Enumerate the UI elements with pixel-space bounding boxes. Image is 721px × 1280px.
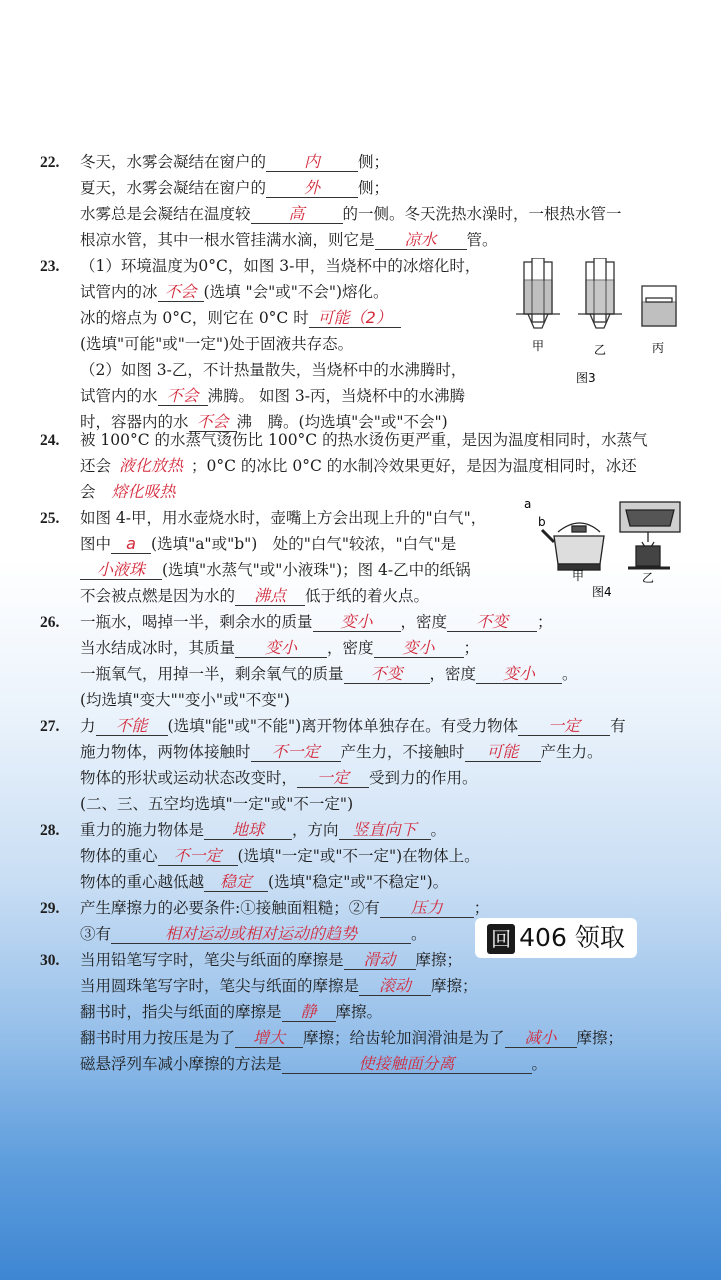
answer-blank: 沸点 bbox=[235, 586, 305, 606]
question-27 bbox=[40, 716, 59, 737]
figure-label: 乙 bbox=[642, 571, 655, 585]
answer-blank: 不一定 bbox=[158, 846, 238, 866]
answer-blank: 地球 bbox=[204, 820, 292, 840]
text-line: 一瓶水，喝掉一半，剩余水的质量 变小 ，密度 不变 ； bbox=[80, 612, 553, 631]
question-26-body bbox=[80, 612, 578, 716]
badge-text: 406 领取 bbox=[519, 923, 625, 952]
figure-4 bbox=[520, 496, 690, 606]
answer-blank: a bbox=[111, 534, 151, 554]
hui-glyph: 回 bbox=[487, 924, 515, 954]
question-24 bbox=[40, 430, 59, 451]
figure-label: 甲 bbox=[572, 569, 585, 583]
question-number: 26. bbox=[40, 614, 60, 631]
answer-text: 熔化吸热 bbox=[111, 482, 176, 501]
question-number: 27. bbox=[40, 718, 60, 735]
text-line: 物体的重心 不一定 (选填"一定"或"不一定")在物体上。 bbox=[80, 846, 480, 865]
answer-blank: 内 bbox=[266, 152, 358, 172]
question-number: 28. bbox=[40, 822, 60, 839]
question-number: 22. bbox=[40, 154, 60, 171]
question-number: 29. bbox=[40, 900, 60, 917]
answer-blank: 变小 bbox=[313, 612, 401, 632]
answer-blank: 变小 bbox=[374, 638, 464, 658]
question-23 bbox=[40, 256, 59, 277]
text-line: 如图 4-甲，用水壶烧水时，壶嘴上方会出现上升的"白气"， bbox=[80, 509, 487, 527]
text-line: 翻书时，指尖与纸面的摩擦是 静 摩擦。 bbox=[80, 1002, 383, 1021]
question-22-body bbox=[80, 152, 622, 256]
question-29 bbox=[40, 898, 59, 919]
question-26 bbox=[40, 612, 59, 633]
text-line: 当用铅笔写字时，笔尖与纸面的摩擦是 滑动 摩擦； bbox=[80, 950, 463, 969]
text-line: 物体的重心越低越 稳定 (选填"稳定"或"不稳定")。 bbox=[80, 872, 449, 891]
text-line: 夏天，水雾会凝结在窗户的 外 侧； bbox=[80, 178, 390, 197]
text-line: 翻书时用力按压是为了 增大 摩擦；给齿轮加润滑油是为了 减小 摩擦； bbox=[80, 1028, 624, 1047]
question-number: 23. bbox=[40, 258, 60, 275]
text-line: (二、三、五空均选填"一定"或"不一定") bbox=[80, 795, 354, 813]
answer-blank: 不会 bbox=[189, 412, 237, 432]
figure-label: b bbox=[538, 515, 546, 529]
text-line: (均选填"变大""变小"或"不变") bbox=[80, 691, 290, 709]
text-line: 时，容器内的水 不会 沸 腾。(均选填"会"或"不会") bbox=[80, 412, 448, 431]
text-line: （1）环境温度为0°C，如图 3-甲，当烧杯中的冰熔化时， bbox=[80, 257, 481, 275]
answer-text: 液化放热 bbox=[119, 456, 184, 475]
answer-blank: 小液珠 bbox=[80, 560, 162, 580]
text-line: （2）如图 3-乙，不计热量散失，当烧杯中的水沸腾时， bbox=[80, 361, 467, 379]
text-line: 小液珠 (选填"水蒸气"或"小液珠")；图 4-乙中的纸锅 bbox=[80, 560, 486, 586]
figure-3 bbox=[510, 258, 685, 393]
question-30-body bbox=[80, 950, 623, 1080]
text-line: 冰的熔点为 0°C，则它在 0°C 时 可能（2） bbox=[80, 308, 480, 334]
answer-blank: 滚动 bbox=[359, 976, 431, 996]
text-line: 根凉水管，其中一根水管挂满水滴，则它是 凉水 管。 bbox=[80, 230, 498, 249]
answer-blank: 一定 bbox=[518, 716, 610, 736]
answer-blank: 减小 bbox=[505, 1028, 577, 1048]
question-27-body bbox=[80, 716, 626, 820]
answer-blank: 静 bbox=[282, 1002, 336, 1022]
text-line: 重力的施力物体是 地球 ，方向 竖直向下 。 bbox=[80, 820, 447, 839]
question-23-body bbox=[80, 256, 480, 438]
reply-badge[interactable] bbox=[475, 918, 637, 958]
answer-blank: 不会 bbox=[158, 386, 208, 406]
answer-blank: 可能（2） bbox=[309, 308, 401, 328]
answer-blank: 竖直向下 bbox=[339, 820, 431, 840]
text-line: 施力物体，两物体接触时 不一定 产生力，不接触时 可能 产生力。 bbox=[80, 742, 603, 761]
text-line: 试管内的水 不会 沸腾。 如图 3-丙，当烧杯中的水沸腾 bbox=[80, 386, 465, 405]
figure-label: 甲 bbox=[532, 339, 545, 353]
answer-blank: 不变 bbox=[344, 664, 430, 684]
answer-blank: 高 bbox=[251, 204, 343, 224]
answer-blank: 变小 bbox=[235, 638, 327, 658]
answer-blank: 不会 bbox=[158, 282, 204, 302]
answer-blank: 不变 bbox=[447, 612, 537, 632]
text-line: 图中 a (选填"a"或"b") 处的"白气"较浓，"白气"是 bbox=[80, 534, 457, 553]
question-number: 30. bbox=[40, 952, 60, 969]
text-line: 水雾总是会凝结在温度较 高 的一侧。冬天洗热水澡时，一根热水管一 bbox=[80, 204, 622, 223]
answer-blank: 一定 bbox=[297, 768, 369, 788]
question-24-line3: 会 熔化吸热 bbox=[80, 482, 192, 502]
figure-caption: 图4 bbox=[592, 585, 612, 599]
figure-label: 乙 bbox=[594, 343, 607, 357]
answer-blank: 增大 bbox=[235, 1028, 303, 1048]
answer-blank: 稳定 bbox=[204, 872, 268, 892]
question-number: 25. bbox=[40, 510, 60, 527]
text-line: 当水结成冰时，其质量 变小 ，密度 变小 ； bbox=[80, 638, 480, 657]
answer-blank: 不能 bbox=[96, 716, 168, 736]
question-22 bbox=[40, 152, 59, 173]
question-25 bbox=[40, 508, 59, 529]
answer-blank: 外 bbox=[266, 178, 358, 198]
text-line: 磁悬浮列车减小摩擦的方法是 使接触面分离 。 bbox=[80, 1054, 548, 1073]
text-line: 当用圆珠笔写字时，笔尖与纸面的摩擦是 滚动 摩擦； bbox=[80, 976, 478, 995]
answer-blank: 凉水 bbox=[375, 230, 467, 250]
text-line: 试管内的冰 不会 (选填 "会"或"不会")熔化。 bbox=[80, 282, 389, 301]
answer-blank: 可能 bbox=[465, 742, 541, 762]
answer-blank: 相对运动或相对运动的趋势 bbox=[111, 924, 411, 944]
answer-blank: 压力 bbox=[380, 898, 474, 918]
question-28 bbox=[40, 820, 59, 841]
question-25-body bbox=[80, 508, 486, 612]
answer-blank: 不一定 bbox=[251, 742, 341, 762]
text-line: 不会被点燃是因为水的 沸点 低于纸的着火点。 bbox=[80, 586, 430, 605]
question-29-body bbox=[80, 898, 489, 950]
question-30 bbox=[40, 950, 59, 971]
answer-blank: 使接触面分离 bbox=[282, 1054, 532, 1074]
text-line: 力 不能 (选填"能"或"不能")离开物体单独存在。有受力物体 一定 有 bbox=[80, 716, 626, 735]
text-line: 被 100°C 的水蒸气烫伤比 100°C 的热水烫伤更严重，是因为温度相同时，水蒸气 bbox=[80, 431, 648, 449]
text-line: 物体的形状或运动状态改变时， 一定 受到力的作用。 bbox=[80, 768, 478, 787]
figure-label: a bbox=[524, 497, 532, 511]
text-line: 一瓶氧气，用掉一半，剩余氧气的质量 不变 ，密度 变小 。 bbox=[80, 664, 578, 683]
text-line: 产生摩擦力的必要条件:①接触面粗糙；②有 压力 ； bbox=[80, 898, 490, 917]
question-number: 24. bbox=[40, 432, 60, 449]
question-28-body bbox=[80, 820, 480, 898]
text-line: ③有 相对运动或相对运动的趋势 。 bbox=[80, 924, 427, 943]
text-line: (选填"可能"或"一定")处于固液共存态。 bbox=[80, 335, 354, 353]
question-24-line2: 还会 液化放热 ；0°C 的冰比 0°C 的水制冷效果更好，是因为温度相同时，冰还 bbox=[80, 456, 637, 475]
answer-blank: 变小 bbox=[476, 664, 562, 684]
text-line: 冬天，水雾会凝结在窗户的 内 侧； bbox=[80, 152, 390, 171]
figure-label: 丙 bbox=[652, 341, 665, 355]
figure-caption: 图3 bbox=[576, 371, 596, 385]
answer-blank: 滑动 bbox=[344, 950, 416, 970]
